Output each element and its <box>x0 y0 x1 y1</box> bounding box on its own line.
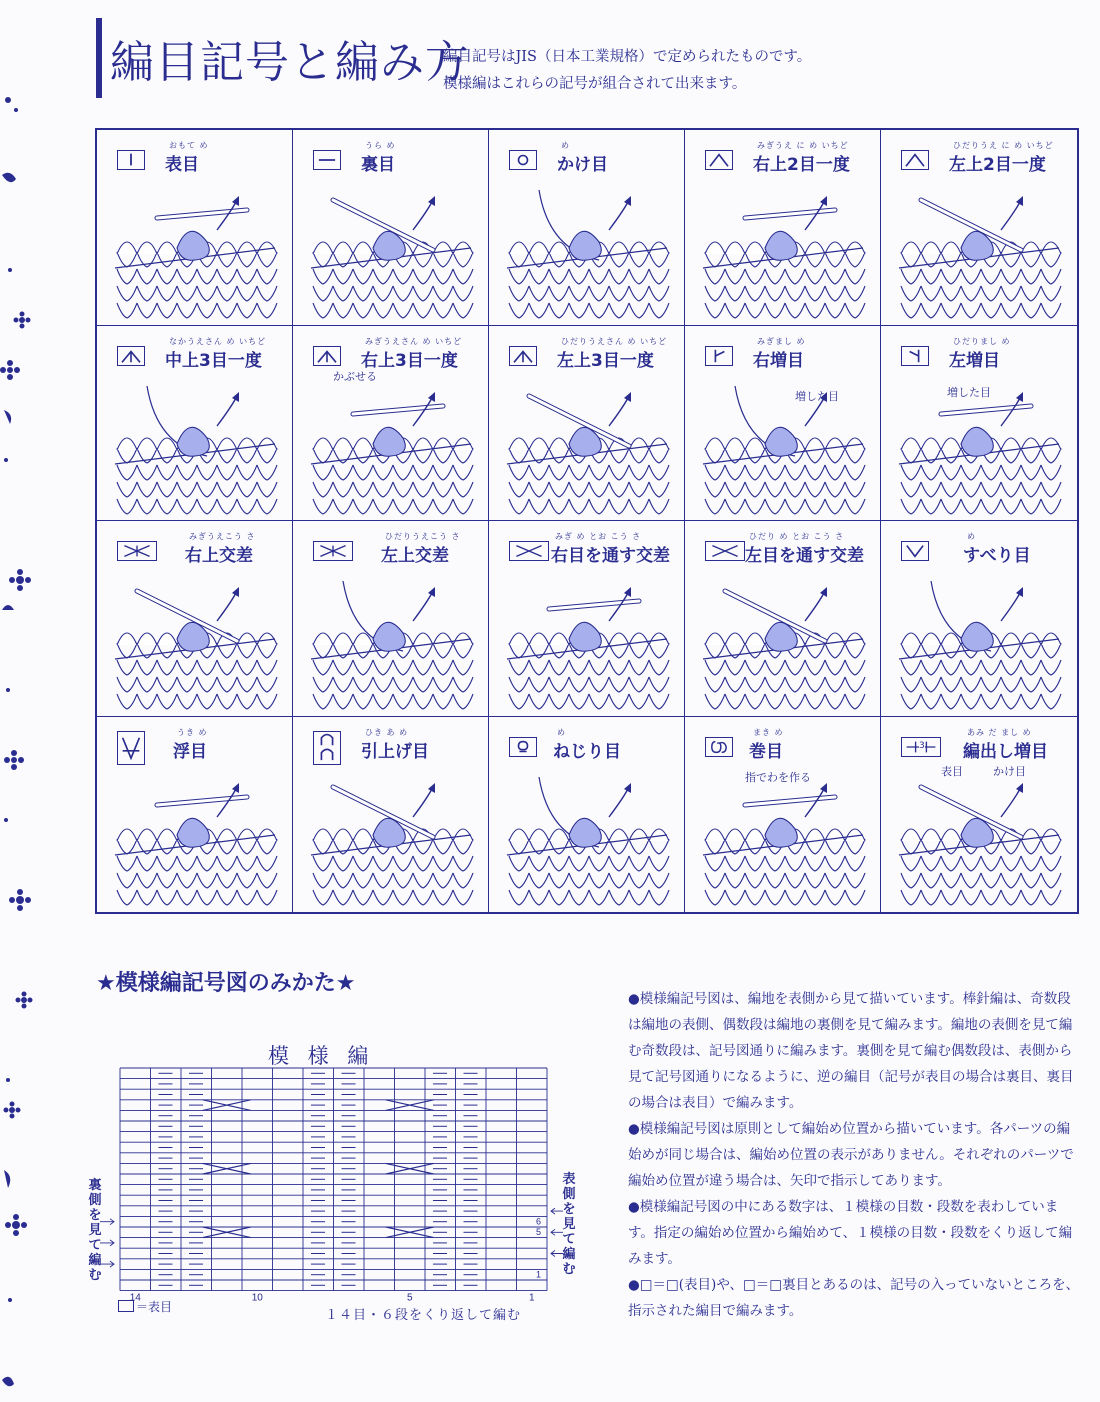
note-paragraph: ●模様編記号図は原則として編始め位置から描いています。各パーツの編始めが同じ場合は、編始め位置の表示がありません。それぞれのパーツで編始め位置が違う場合は、矢印で指示してあります。 <box>628 1121 1074 1189</box>
chart-row-label: 1 <box>535 1269 541 1280</box>
note-paragraph: ●□＝□(表目)や、□＝□裏目とあるのは、記号の入っていないところを、指示された編目で編みます。 <box>628 1277 1080 1319</box>
stitch-cell <box>293 326 489 522</box>
stitch-name: すべり目 <box>963 546 1031 566</box>
center-3-together-icon-glyph <box>118 347 144 365</box>
stitch-cell <box>293 130 489 326</box>
stitch-note: 指でわを作る <box>745 770 811 784</box>
right-2-together-icon <box>705 150 733 170</box>
purl-stitch-icon-glyph <box>314 151 340 169</box>
left-3-together-icon-glyph <box>510 347 536 365</box>
stitch-name: 左目を通す交差 <box>745 546 864 566</box>
knit-out-increase-icon <box>901 737 941 757</box>
stitch-name: 引上げ目 <box>361 741 429 762</box>
page-title: 編目記号と編み方 <box>110 37 470 88</box>
row-arrow <box>100 1261 114 1267</box>
left-2-together-icon <box>901 150 929 170</box>
right-3-together-icon <box>313 346 341 366</box>
stitch-ruby: なかうえさん め いちど <box>169 336 267 346</box>
twisted-stitch-icon-glyph <box>510 738 536 756</box>
left-through-cross-icon-glyph <box>706 542 744 560</box>
chart-title: 模 様 編 <box>268 1044 375 1068</box>
chart-column-label: 10 <box>251 1292 263 1304</box>
stitch-ruby: ひき あ め <box>365 727 409 737</box>
stitch-cell <box>489 326 685 522</box>
cross-mark <box>386 1163 434 1174</box>
stitch-cell <box>881 130 1077 326</box>
chart-row-label: 5 <box>535 1227 541 1237</box>
left-2-together-icon-glyph <box>902 151 928 169</box>
cross-mark <box>203 1163 251 1174</box>
stitch-ruby: おもて め <box>169 141 209 150</box>
stitch-cell <box>293 521 489 717</box>
stitch-name: 右上2目一度 <box>753 155 850 175</box>
knit-stitch-icon <box>117 150 145 170</box>
stitch-ruby: ひだり め とお こう さ <box>749 532 845 541</box>
slip-stitch-icon <box>901 541 929 561</box>
right-side-label: 表側を見て編む <box>562 1172 576 1277</box>
stitch-name: 左上交差 <box>381 546 449 566</box>
left-3-together-icon <box>509 346 537 366</box>
tuck-stitch-icon <box>313 731 341 765</box>
stitch-cell <box>685 326 881 522</box>
stitch-cell <box>489 717 685 913</box>
left-increase-icon-glyph <box>902 347 928 365</box>
stitch-cell <box>881 717 1077 913</box>
stitch-name: 右目を通す交差 <box>551 546 670 566</box>
tuck-stitch-icon-glyph <box>314 732 340 764</box>
stitch-name: 巻目 <box>749 741 783 762</box>
note-paragraph: ●模様編記号図の中にある数字は、１模様の目数・段数を表わしています。指定の編始め位置から編始めて、１模様の目数・段数をくり返して編みます。 <box>628 1199 1073 1267</box>
loop-cast-icon <box>705 737 733 757</box>
chart-row-label: 6 <box>535 1216 541 1227</box>
yarn-over-icon-glyph <box>510 151 536 169</box>
right-cross-icon <box>117 541 157 561</box>
left-cross-icon-glyph <box>314 542 352 560</box>
left-increase-icon <box>901 346 929 366</box>
legend-text: ＝表目 <box>136 1300 173 1314</box>
stitch-name: 左上3目一度 <box>557 350 654 371</box>
stitch-ruby: め <box>557 727 566 737</box>
stitch-ruby: みぎうえこう さ <box>189 532 256 541</box>
stitch-ruby: ひだりうえさん め いちど <box>561 336 668 346</box>
stitch-cell <box>97 326 293 522</box>
row-arrow <box>100 1219 114 1225</box>
stitch-ruby: うき め <box>177 727 208 737</box>
stitch-cell <box>293 717 489 913</box>
stitch-cell <box>489 521 685 717</box>
left-through-cross-icon <box>705 541 745 561</box>
center-3-together-icon <box>117 346 145 366</box>
stitch-cell <box>685 521 881 717</box>
chart-legend <box>118 1298 172 1315</box>
float-stitch-icon <box>117 731 145 765</box>
stitch-name: 裏目 <box>361 155 395 175</box>
stitch-name: ねじり目 <box>553 741 621 762</box>
floral-margin-decoration <box>0 0 45 1402</box>
stitch-ruby: め <box>561 141 570 150</box>
right-2-together-icon-glyph <box>706 151 732 169</box>
pattern-section-title: ★模様編記号図のみかた★ <box>96 971 356 996</box>
left-cross-icon <box>313 541 353 561</box>
right-through-cross-icon <box>509 541 549 561</box>
float-stitch-icon-glyph <box>118 732 144 764</box>
stitch-cell <box>97 717 293 913</box>
stitch-ruby: め <box>967 532 976 541</box>
purl-stitch-icon <box>313 150 341 170</box>
knit-stitch-icon-glyph <box>118 151 144 169</box>
stitch-ruby: みぎ め とお こう さ <box>555 532 642 541</box>
intro-line: 編目記号はJIS（日本工業規格）で定められたものです。 <box>443 49 812 65</box>
left-side-label: 裏側を見て編む <box>88 1178 102 1283</box>
stitch-ruby: ひだりまし め <box>953 336 1011 346</box>
right-3-together-icon-glyph <box>314 347 340 365</box>
intro-text <box>443 44 811 98</box>
legend-box <box>118 1300 134 1312</box>
stitch-note: かぶせる <box>333 369 377 383</box>
title-bar <box>96 18 102 98</box>
stitch-name: 表目 <box>165 155 199 175</box>
stitch-note: かけ目 <box>993 764 1026 778</box>
cross-mark <box>386 1227 434 1238</box>
twisted-stitch-icon <box>509 737 537 757</box>
stitch-name: 左上2目一度 <box>949 155 1046 175</box>
stitch-ruby: あみ だ まし め <box>967 727 1032 737</box>
repeat-note: １４目・６段をくり返して編む <box>325 1308 522 1323</box>
right-increase-icon-glyph <box>706 347 732 365</box>
cross-mark <box>203 1100 251 1111</box>
stitch-name: 右増目 <box>753 350 804 371</box>
stitch-ruby: ひだりうえこう さ <box>385 532 461 541</box>
stitch-cell <box>685 130 881 326</box>
stitch-cell <box>881 326 1077 522</box>
notes <box>628 986 1080 1324</box>
stitch-cell <box>97 521 293 717</box>
stitch-ruby: うら め <box>365 141 396 150</box>
stitch-ruby: ひだりうえ に め いちど <box>953 141 1054 150</box>
note-paragraph: ●模様編記号図は、編地を表側から見て描いています。棒針編は、奇数段は編地の表側、偶数段は編地の裏側を見て編みます。編地の表側を見て編む奇数段は、記号図通りに編みます。裏側を見て編む偶数段は、表側から見て記号図通りになるように、逆の編目（記号が表目の場合は裏目、裏目の場合は表目）で編みます。 <box>628 991 1074 1111</box>
cross-mark <box>203 1227 251 1238</box>
stitch-note: 増した目 <box>947 385 991 399</box>
symbol-number: 3 <box>919 740 925 751</box>
stitch-symbol-grid <box>95 128 1079 914</box>
pattern-chart <box>90 1064 590 1322</box>
stitch-cell <box>97 130 293 326</box>
stitch-name: 編出し増目 <box>963 741 1048 762</box>
stitch-cell <box>489 130 685 326</box>
stitch-name: 浮目 <box>173 741 207 762</box>
stitch-ruby: みぎうえさん め いちど <box>365 336 463 346</box>
chart-column-label: 1 <box>528 1292 535 1304</box>
stitch-cell <box>881 521 1077 717</box>
stitch-name: 右上交差 <box>185 546 253 566</box>
cross-mark <box>386 1100 434 1111</box>
stitch-note: 増した目 <box>795 389 839 403</box>
chart-column-label: 5 <box>406 1292 413 1304</box>
row-arrow <box>100 1240 114 1246</box>
loop-cast-icon-glyph <box>706 738 732 756</box>
right-cross-icon-glyph <box>118 542 156 560</box>
stitch-ruby: みぎうえ に め いちど <box>757 141 849 150</box>
stitch-cell <box>685 717 881 913</box>
stitch-name: かけ目 <box>557 155 608 175</box>
stitch-name: 中上3目一度 <box>165 350 262 371</box>
chart-column-label: 14 <box>129 1292 141 1304</box>
stitch-name: 右上3目一度 <box>361 350 458 371</box>
stitch-ruby: みぎまし め <box>757 336 806 346</box>
right-increase-icon <box>705 346 733 366</box>
stitch-name: 左増目 <box>949 350 1000 371</box>
intro-line: 模様編はこれらの記号が組合されて出来ます。 <box>443 76 747 92</box>
right-through-cross-icon-glyph <box>510 542 548 560</box>
slip-stitch-icon-glyph <box>902 542 928 560</box>
stitch-note: 表目 <box>941 764 963 778</box>
stitch-ruby: まき め <box>753 727 784 737</box>
yarn-over-icon <box>509 150 537 170</box>
